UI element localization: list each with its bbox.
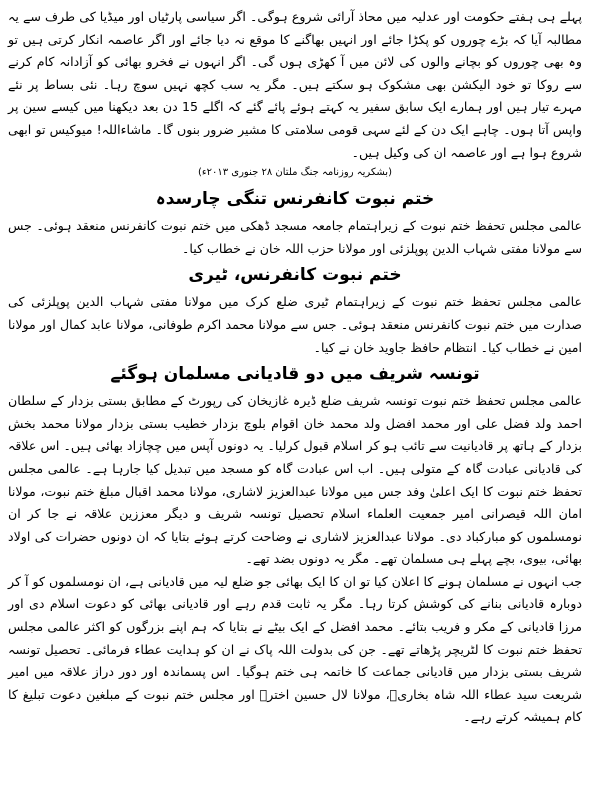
- section-tangi-charsadda: [8, 186, 582, 260]
- section-body: [8, 291, 582, 359]
- section-paragraph: جب انہوں نے مسلمان ہونے کا اعلان کیا تو ان کا ایک بھائی جو ضلع لیہ میں قادیانی ہے، ان نومسلموں کو آ کر دوبارہ قادیانی بنانے کی کوشش کرتا رہا۔ مگر یہ ثابت قدم رہے اور قادیانی بھائی کو دعوت اسلام دی اور مرزا قادیانی کے مکر و فریب بتائے۔ محمد افضل کے ایک بیٹے نے بتایا کہ ہم اپنے بزرگوں کو اکثر عالمی مجلس تحفظ ختم نبوت کا لٹریچر پڑھاتے تھے۔ جن کی بدولت اللہ پاک نے ان کو ہدایت عطاء فرمائی۔ تحصیل تونسہ شریف بستی بزدار میں قادیانی جماعت کا خاتمہ ہی ختم ہوگیا۔ اس پسماندہ اور دور دراز علاقہ میں امیر شریعت سید عطاء اللہ شاہ بخاریؒ، مولانا لال حسین اخترؒ اور مجلس ختم نبوت کے مبلغین دعوت تبلیغ کا کام ہمیشہ کرتے رہے۔: [8, 573, 582, 725]
- section-body: [8, 390, 582, 729]
- section-paragraph: عالمی مجلس تحفظ ختم نبوت تونسہ شریف ضلع ڈیرہ غازیخان کی رپورٹ کے مطابق بستی بزدار کے سلطان احمد ولد فضل علی اور محمد افضل ولد محمد خان اقوام بلوچ بزدار خطیب بستی بزدار مولانا محمد بخش بزدار کے ہاتھ پر قادیانیت سے تائب ہو کر اسلام قبول کرلیا۔ یہ دونوں آپس میں چچازاد بھائی ہیں۔ اس علاقہ کی قادیانی عبادت گاہ کے متولی ہیں۔ اب اس عبادت گاہ کو مسجد میں تبدیل کیا جارہا ہے۔ عالمی مجلس تحفظ ختم نبوت کا ایک اعلیٰ وفد جس میں مولانا عبدالعزیز لاشاری، مولانا محمد اقبال مبلغ ختم نبوت، مولانا امان اللہ قیصرانی امیر جمعیت العلماء اسلام تحصیل تونسہ شریف و دیگر معززین علاقہ نے جا کر ان نومسلموں کو مبارکباد دی۔ مولانا عبدالعزیز لاشاری نے وضاحت کرتے ہوئے بتایا کہ ان دونوں حضرات کی اولاد بھائی، بیوی، بچے پہلے ہی مسلمان تھے۔ مگر یہ دونوں بضد تھے۔: [8, 393, 582, 567]
- section-body: [8, 215, 582, 260]
- document-page: [8, 6, 582, 729]
- section-heading: ختم نبوت کانفرنس، ٹیری: [188, 265, 402, 286]
- section-heading: ختم نبوت کانفرنس تنگی چارسدہ: [155, 189, 435, 210]
- section-teri: [8, 262, 582, 359]
- section-heading: تونسہ شریف میں دو قادیانی مسلمان ہوگئے: [110, 364, 480, 385]
- section-paragraph: عالمی مجلس تحفظ ختم نبوت کے زیراہتمام ٹیری ضلع کرک میں مولانا مفتی شہاب الدین پوپلزئی کی صدارت میں ختم نبوت کانفرنس منعقد ہوئی۔ جس سے مولانا محمد اکرم طوفانی، مولانا عابد کمال اور مولانا امین نے خطاب کیا۔ انتظام حافظ جاوید خان نے کیا۔: [8, 294, 582, 355]
- source-citation: (بشکریہ روزنامہ جنگ ملتان ۲۸ جنوری ۲۰۱۳ء): [198, 167, 392, 179]
- section-taunsa-sharif: [8, 361, 582, 729]
- intro-paragraph: [8, 6, 582, 164]
- section-paragraph: عالمی مجلس تحفظ ختم نبوت کے زیراہتمام جامعہ مسجد ڈھکی میں ختم نبوت کانفرنس منعقد ہوئی۔ جس سے مولانا مفتی شہاب الدین پوپلزئی اور مولانا حزب اللہ خان نے خطاب کیا۔: [8, 218, 582, 256]
- intro-text: پہلے ہی ہفتے حکومت اور عدلیہ میں محاذ آرائی شروع ہوگی۔ اگر سیاسی پارٹیاں اور میڈیا کی طرف سے یہ مطالبہ آیا کہ بڑے چوروں کو پکڑا جائے اور انہیں بھاگنے کا موقع نہ دیا جائے اور اگر عاصمہ انکار کرتی ہیں تو وہ بھی چوروں کو بچانے والوں کی لائن میں آ کھڑی ہوں گی۔ اگر انہوں نے فخرو بھائی کو آزادانہ کام کرنے سے روکا تو خود الیکشن بھی مشکوک ہو سکتے ہیں۔ مگر یہ سب کچھ نہیں سوچ رہا۔ نئی بساط پر نئے مہرے تیار ہیں اور ہمارے ایک سابق سفیر یہ کہتے ہوئے پائے گئے کہ اگلے 15 دن بعد دیکھنا میں کیسے سین پر واپس آتا ہوں۔ چاہے ایک دن کے لئے سہی قومی سلامتی کا مشیر ضرور بنوں گا۔ ماشاءاللہ! میوکیس تو ابھی شروع ہوا ہے اور عاصمہ ان کی وکیل ہیں۔: [8, 9, 582, 160]
